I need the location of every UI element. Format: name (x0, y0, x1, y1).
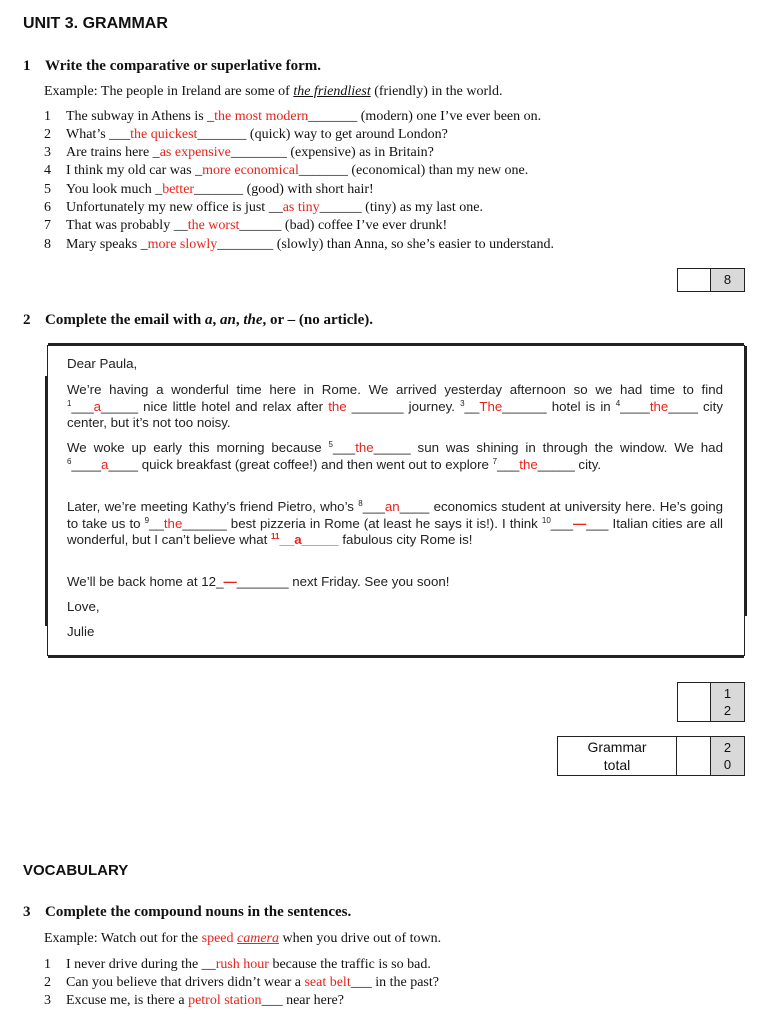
answer-text: as expensive (159, 145, 231, 160)
answer-text: as tiny (282, 200, 320, 215)
item-text: ___ near here? (261, 993, 344, 1008)
item-text: _______ (good) with short hair! (194, 182, 374, 197)
answer-text: — (223, 574, 237, 589)
score-max: 8 (711, 269, 744, 291)
blank: ___ (333, 440, 356, 455)
exercise-2-heading (23, 312, 373, 329)
blank: ____ (620, 398, 650, 414)
label-line: Grammar (587, 739, 647, 755)
article-an: an (219, 312, 236, 328)
item-text: ________ (slowly) than Anna, so she’s easier to understand. (217, 237, 554, 252)
example-text: (friendly) in the world. (370, 84, 503, 99)
exercise-title: Complete the email with (45, 312, 205, 328)
email-box (47, 345, 745, 656)
answer-text: petrol station (188, 993, 262, 1008)
list-item (44, 993, 344, 1009)
separator: , (235, 312, 244, 328)
blank: ___ (362, 499, 385, 514)
item-text: because the traffic is so bad. (268, 957, 431, 972)
answer-text: seat belt (304, 975, 351, 990)
email-paragraph-4 (67, 574, 723, 591)
answer-text: the (649, 398, 669, 414)
list-item (44, 182, 374, 198)
answer-text: a (93, 398, 102, 414)
page-title: UNIT 3. GRAMMAR (23, 15, 168, 32)
article-a: a (204, 312, 213, 328)
gap-number: 7 (492, 456, 498, 466)
item-number: 1 (44, 957, 51, 972)
item-text: _______ (economical) than my new one. (298, 163, 529, 178)
answer-text: rush hour (215, 957, 269, 972)
email-text: nice little hotel and relax after (138, 398, 329, 414)
answer-text: the (163, 515, 183, 531)
exercise-1-heading (23, 58, 321, 75)
email-text: Later, we’re meeting Kathy’s friend Pietro, who’s (67, 499, 359, 514)
list-item (44, 200, 483, 216)
blank: _ (216, 574, 224, 589)
blank: ___ (586, 515, 609, 531)
exercise-title: Complete the compound nouns in the sentences. (45, 904, 352, 920)
exercise-number: 2 (23, 312, 31, 328)
blank: ___ (550, 515, 573, 531)
email-text: economics student at university here. He’s going to take us to (67, 499, 723, 531)
list-item (44, 163, 528, 179)
score-max: 12 (711, 683, 744, 721)
item-text: I think my old car was _ (66, 163, 203, 178)
answer-text: the most modern (214, 109, 309, 124)
item-text: You look much _ (66, 182, 163, 197)
blank: ____ (668, 398, 698, 414)
score-box (677, 682, 745, 722)
item-text: Mary speaks _ (66, 237, 148, 252)
email-paragraph-2 (67, 440, 723, 473)
answer-text: the (355, 440, 374, 455)
answer-text: — (572, 515, 587, 531)
item-text: ______ (bad) coffee I’ve ever drunk! (239, 218, 448, 233)
given-word: speed (201, 931, 234, 946)
item-number: 2 (44, 975, 51, 990)
item-text: Are trains here _ (66, 145, 160, 160)
label-line: total (603, 757, 631, 773)
item-number: 5 (44, 182, 51, 197)
email-paragraph-1 (67, 382, 723, 432)
grammar-total-label (558, 737, 677, 775)
answer-text: better (162, 182, 195, 197)
item-number: 1 (44, 109, 51, 124)
list-item (44, 109, 541, 125)
exercise-3-example (44, 931, 441, 947)
gap-number: 4 (615, 398, 621, 408)
item-number: 3 (44, 993, 51, 1008)
email-text: _______ journey. (346, 398, 461, 414)
email-closing: Love, (67, 599, 100, 614)
gap-number: 1 (67, 398, 72, 408)
blank: ______ (182, 515, 227, 531)
item-text: Excuse me, is there a (66, 993, 189, 1008)
exercise-1-example (44, 84, 503, 100)
blank: _____ (101, 398, 139, 414)
answer-text: The (479, 398, 503, 414)
email-text: city center, but it’s not too noisy. (67, 398, 723, 430)
example-answer: camera (237, 931, 280, 946)
list-item (44, 957, 431, 973)
email-signature: Julie (67, 624, 95, 639)
answer-text: the quickest (130, 127, 198, 142)
item-text: Unfortunately my new office is just __ (66, 200, 283, 215)
gap-number: 11 (271, 532, 280, 541)
email-text: city. (574, 456, 602, 472)
example-text: when you drive out of town. (279, 931, 442, 946)
answer-text: more economical (202, 163, 299, 178)
item-number: 8 (44, 237, 51, 252)
email-text: next Friday. See you soon! (288, 574, 450, 589)
given-word: the (328, 398, 347, 414)
exercise-number: 1 (23, 58, 31, 74)
list-item (44, 145, 434, 161)
list-item (44, 975, 439, 991)
item-text: What’s ___ (66, 127, 131, 142)
article-the: the (243, 312, 263, 328)
blank: ____ (399, 499, 430, 514)
item-number: 6 (44, 200, 51, 215)
gap-number: 5 (328, 440, 333, 449)
score-box (677, 268, 745, 292)
exercise-3-heading (23, 904, 351, 921)
answer-text: the (519, 456, 538, 472)
blank: __ (464, 398, 480, 414)
item-number: 3 (44, 145, 51, 160)
item-number: 2 (44, 127, 51, 142)
blank: ___ (497, 456, 520, 472)
blank: __ (149, 515, 164, 531)
email-text: We woke up early this morning because (67, 440, 329, 455)
email-text: quick breakfast (great coffee!) and then went out to explore (138, 456, 493, 472)
email-text: hotel is in (546, 398, 616, 414)
item-text: ___ in the past? (350, 975, 439, 990)
blank: _______ (236, 574, 289, 589)
exercise-title: Write the comparative or superlative form. (45, 58, 322, 74)
email-paragraph-3 (67, 499, 723, 549)
example-text: Example: The people in Ireland are some of (44, 84, 294, 99)
email-text: We’ll be back home at 12 (67, 574, 217, 589)
score-input-cell[interactable] (678, 683, 711, 721)
blank: ____ (71, 456, 102, 472)
grammar-total-box (557, 736, 745, 776)
email-text: Italian cities are all wonderful, but I can’t believe what (67, 515, 723, 547)
answer-text: an (384, 499, 400, 514)
email-text: best pizzeria in Rome (at least he says it is!). I think (226, 515, 542, 531)
item-text: _______ (modern) one I’ve ever been on. (308, 109, 542, 124)
list-item (44, 127, 448, 143)
score-max: 20 (711, 737, 744, 775)
gap-number: 6 (67, 456, 72, 466)
answer-text: a (101, 456, 109, 472)
example-answer: the friendliest (293, 84, 371, 99)
email-text: We’re having a wonderful time here in Rome. We arrived yesterday afternoon so we had time to find (67, 382, 723, 397)
item-number: 7 (44, 218, 51, 233)
section-title: VOCABULARY (23, 862, 129, 879)
item-text: Can you believe that drivers didn’t wear a (66, 975, 305, 990)
answer-text: more slowly (147, 237, 218, 252)
separator: , (212, 312, 220, 328)
gap-number: 8 (358, 499, 363, 508)
item-number: 4 (44, 163, 51, 178)
item-text: I never drive during the __ (66, 957, 216, 972)
blank: ______ (502, 398, 547, 414)
score-input-cell[interactable] (678, 737, 711, 775)
blank: ___ (71, 398, 94, 414)
answer-text: __a_____ (279, 532, 339, 547)
blank: ____ (108, 456, 139, 472)
email-text: sun was shining in through the window. We had (410, 440, 723, 455)
item-text: _______ (quick) way to get around London? (197, 127, 448, 142)
blank: _____ (537, 456, 575, 472)
list-item (44, 237, 554, 253)
gap-number: 9 (144, 515, 150, 525)
exercise-number: 3 (23, 904, 31, 920)
blank: _____ (373, 440, 411, 455)
email-text: fabulous city Rome is! (338, 532, 473, 547)
example-text: Example: Watch out for the (44, 931, 202, 946)
list-item (44, 218, 447, 234)
score-input-cell[interactable] (678, 269, 711, 291)
gap-number: 3 (460, 398, 465, 408)
answer-text: the worst (187, 218, 240, 233)
item-text: That was probably __ (66, 218, 188, 233)
email-greeting: Dear Paula, (67, 356, 138, 371)
item-text: ________ (expensive) as in Britain? (230, 145, 434, 160)
exercise-title: , or – (no article). (262, 312, 374, 328)
gap-number: 10 (541, 515, 551, 525)
item-text: The subway in Athens is _ (66, 109, 215, 124)
item-text: ______ (tiny) as my last one. (319, 200, 483, 215)
